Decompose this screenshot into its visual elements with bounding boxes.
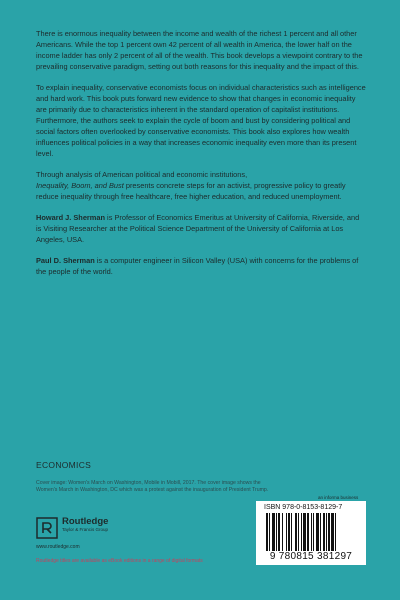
description-paragraph-2: To explain inequality, conservative economists focus on individual characteristics such as intelligence and hard work. This book puts forward new evidence to show that changes in economic inequality are primarily due to characteristics inherent in the standard operation of capitalist institutions. Furthermore, the authors seek to explain the cycle of boom and bust by considering political and social factors often overlooked by conservative economists. This book also explores how wealth influences political policies in a way that increases economic inequality even more than its present level. — [36, 83, 366, 158]
description-paragraph-1: There is enormous inequality between the income and wealth of the richest 1 percent and all other Americans. While the top 1 percent own 42 percent of all wealth in America, the lower half on the income ladder has only 2 percent of all of the wealth. This book develops a viewpoint contrary to the prevailing conservative paradigm, setting out both reasons for this inequality and the impact of this. — [36, 29, 363, 71]
back-cover-text — [36, 28, 366, 287]
ebook-notice: Routledge titles are available as eBook editions in a range of digital formats — [36, 558, 203, 564]
author-bio-text-2: is a computer engineer in Silicon Valley (USA) with concerns for the problems of the people of the world. — [36, 256, 359, 276]
isbn-digits: 9 780815 381297 — [269, 551, 353, 562]
isbn-barcode — [256, 501, 366, 565]
description-paragraph-3 — [36, 169, 366, 202]
informa-label: an informa business — [318, 495, 359, 500]
cover-image-credit: Cover image: Women's March on Washington, Mobile in Mobill, 2017. The cover image shows the Women's March in Washington, DC which was a protest against the inauguration of President Trump. — [36, 480, 269, 493]
book-title-inline: Inequality, Boom, and Bust — [36, 181, 124, 190]
routledge-logo-icon — [36, 517, 58, 539]
publisher-name: Routledge — [62, 516, 109, 527]
para3-rest: presents concrete steps for an activist, progressive policy to greatly reduce inequality through free healthcare, free higher education, and reduced unemployment. — [36, 181, 346, 201]
author-bio-1 — [36, 212, 366, 245]
isbn-label: ISBN 978-0-8153-8129-7 — [264, 504, 343, 511]
barcode-icon — [264, 513, 358, 551]
publisher-group: Taylor & Francis Group — [62, 527, 109, 532]
subject-category: ECONOMICS — [36, 460, 92, 470]
author-bio-text-1: is Professor of Economics Emeritus at University of California, Riverside, and is Visiting Researcher at the Political Science Department of the University of California at Los Angeles, USA. — [36, 213, 360, 244]
publisher-logo-block — [36, 517, 108, 539]
publisher-website: www.routledge.com — [36, 544, 80, 550]
para3-lead: Through analysis of American political and economic institutions, — [36, 170, 248, 179]
author-bio-2 — [36, 255, 366, 277]
author-name-2: Paul D. Sherman — [36, 256, 95, 265]
author-name-1: Howard J. Sherman — [36, 213, 105, 222]
